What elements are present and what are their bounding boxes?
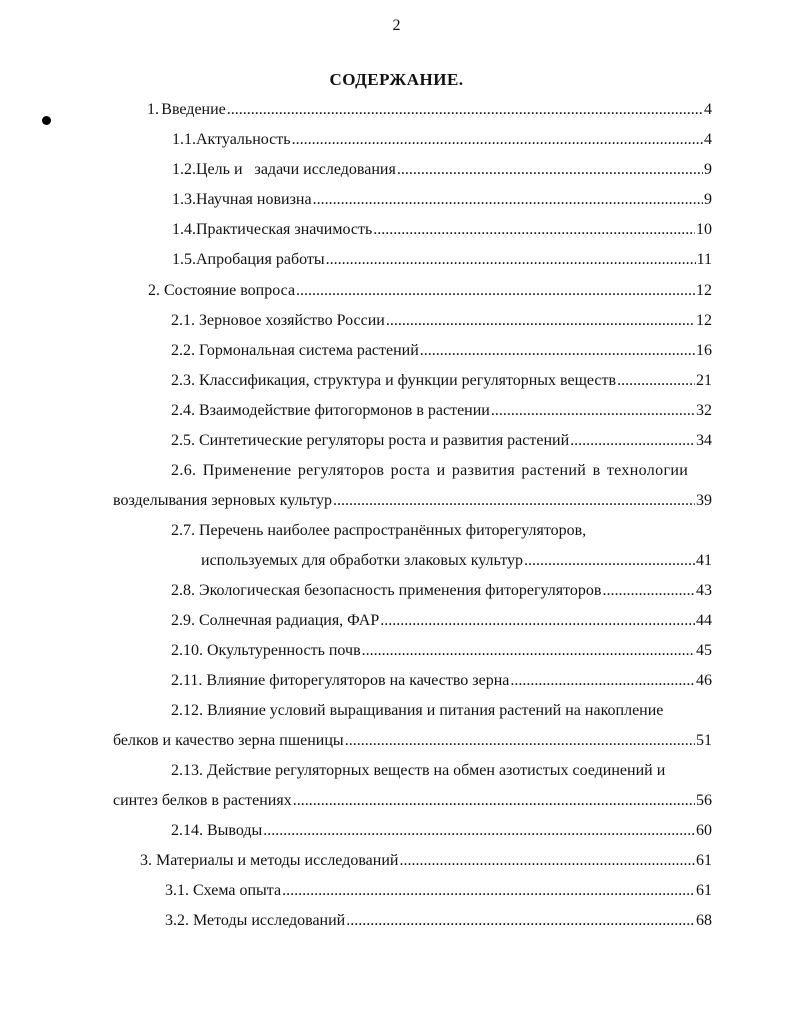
toc-entry-label-cont: синтез белков в растениях [113, 792, 292, 809]
toc-entry-number: 1.3. [172, 191, 196, 208]
toc-entry-page: 34 [696, 432, 712, 449]
toc-entry-line1 [171, 460, 727, 482]
toc-entry-label: 2.13. Действие регуляторных веществ на обмен азотистых соединений и [171, 762, 666, 779]
toc-entry-page: 11 [696, 251, 712, 268]
toc-entry [171, 310, 712, 332]
toc-entry [171, 670, 712, 692]
toc-entry-label: Апробация работы [196, 251, 325, 268]
toc-entry [113, 730, 712, 752]
toc-entry [113, 490, 712, 512]
toc-entry-label: 2.7. Перечень наиболее распространённых фиторегуляторов, [171, 522, 587, 539]
toc-entry-label: Введение [161, 101, 226, 118]
toc-entry-label: 2.12. Влияние условий выращивания и питания растений на накопление [171, 702, 664, 719]
toc-entry-page: 21 [696, 372, 712, 389]
toc-entry-label: 2.6. Применение регуляторов роста и развития растений в технологии [171, 462, 689, 479]
toc-entry-page: 60 [696, 822, 712, 839]
toc-entry [172, 249, 712, 271]
toc-title: СОДЕРЖАНИЕ. [329, 70, 464, 89]
toc-entry-page: 45 [696, 642, 712, 659]
toc-entry-label: 2.1. Зерновое хозяйство России [171, 312, 385, 329]
toc-entry [171, 430, 712, 452]
toc-entry-page: 4 [704, 131, 712, 148]
toc-entry [171, 370, 712, 392]
toc-entry-page: 68 [696, 912, 712, 929]
toc-entry [140, 850, 712, 872]
toc-entry-page: 12 [696, 312, 712, 329]
toc-entry [172, 189, 712, 211]
toc-entry-label: Цель и задачи исследования [196, 161, 396, 178]
toc-entry [171, 610, 712, 632]
toc-entry [172, 159, 712, 181]
toc-entry-page: 41 [696, 552, 712, 569]
toc-entry-page: 61 [696, 852, 712, 869]
toc-entry-label: 2.2. Гормональная система растений [171, 342, 419, 359]
toc-entry-page: 10 [696, 221, 712, 238]
toc-entry-page: 56 [696, 792, 712, 809]
toc-entry-page: 4 [704, 101, 712, 118]
toc-entry-label-cont: возделывания зерновых культур [113, 492, 332, 509]
toc-entry-label: Практическая значимость [196, 221, 373, 238]
toc-entry-label: Научная новизна [196, 191, 312, 208]
toc-entry-label: 2.9. Солнечная радиация, ФАР [171, 612, 380, 629]
toc-entry [171, 580, 712, 602]
toc-entry [147, 99, 712, 121]
toc-entry [171, 640, 712, 662]
toc-entry [171, 400, 712, 422]
toc-entry [165, 910, 712, 932]
toc-entry-page: 46 [696, 672, 712, 689]
toc-entry-page: 32 [696, 402, 712, 419]
toc-entry-page: 61 [696, 882, 712, 899]
toc-entry-number: 1.2. [172, 161, 196, 178]
toc-entry-page: 9 [704, 191, 712, 208]
toc-entry-page: 43 [696, 582, 712, 599]
toc-entry [172, 129, 712, 151]
toc-entry-label-cont: используемых для обработки злаковых культур [201, 552, 523, 569]
toc-entry [172, 219, 712, 241]
toc-entry [165, 880, 712, 902]
toc-entry-label: Актуальность [196, 131, 291, 148]
toc-entry [201, 550, 712, 572]
toc-entry-label: 3.1. Схема опыта [165, 882, 282, 899]
toc-entry-label: 2.5. Синтетические регуляторы роста и развития растений [171, 432, 570, 449]
toc-entry-page: 39 [696, 492, 712, 509]
toc-entry-line1 [171, 520, 712, 542]
toc-entry-page: 9 [704, 161, 712, 178]
toc-entry-number: 1.4. [172, 221, 196, 238]
margin-dot [42, 116, 51, 125]
toc-entry [148, 280, 712, 302]
toc-entry-label: 2. Состояние вопроса [148, 282, 296, 299]
toc-entry-line1 [171, 760, 727, 782]
toc-entry-page: 16 [696, 342, 712, 359]
toc-entry [171, 340, 712, 362]
toc-entry-page: 12 [696, 282, 712, 299]
toc-entry-label: 2.8. Экологическая безопасность применения фиторегуляторов [171, 582, 602, 599]
toc-entry-label: 2.3. Классификация, структура и функции регуляторных веществ [171, 372, 617, 389]
toc-entry-line1 [171, 700, 721, 722]
toc-entry-label: 2.11. Влияние фиторегуляторов на качество зерна [171, 672, 510, 689]
toc-entry-number: 1. [147, 101, 159, 118]
toc-entry-page: 44 [696, 612, 712, 629]
toc-entry [171, 820, 712, 842]
toc-entry-label: 2.4. Взаимодействие фитогормонов в растении [171, 402, 490, 419]
toc-entry-label-cont: белков и качество зерна пшеницы [113, 732, 344, 749]
toc-entry-label: 3.2. Методы исследований [165, 912, 346, 929]
toc-entry [113, 790, 712, 812]
toc-entry-label: 3. Материалы и методы исследований [140, 852, 399, 869]
toc-entry-number: 1.1. [172, 131, 196, 148]
toc-entry-page: 51 [696, 732, 712, 749]
toc-entry-label: 2.14. Выводы [171, 822, 263, 839]
page-number: 2 [392, 17, 401, 34]
toc-entry-label: 2.10. Окультуренность почв [171, 642, 361, 659]
toc-entry-number: 1.5. [172, 251, 196, 268]
